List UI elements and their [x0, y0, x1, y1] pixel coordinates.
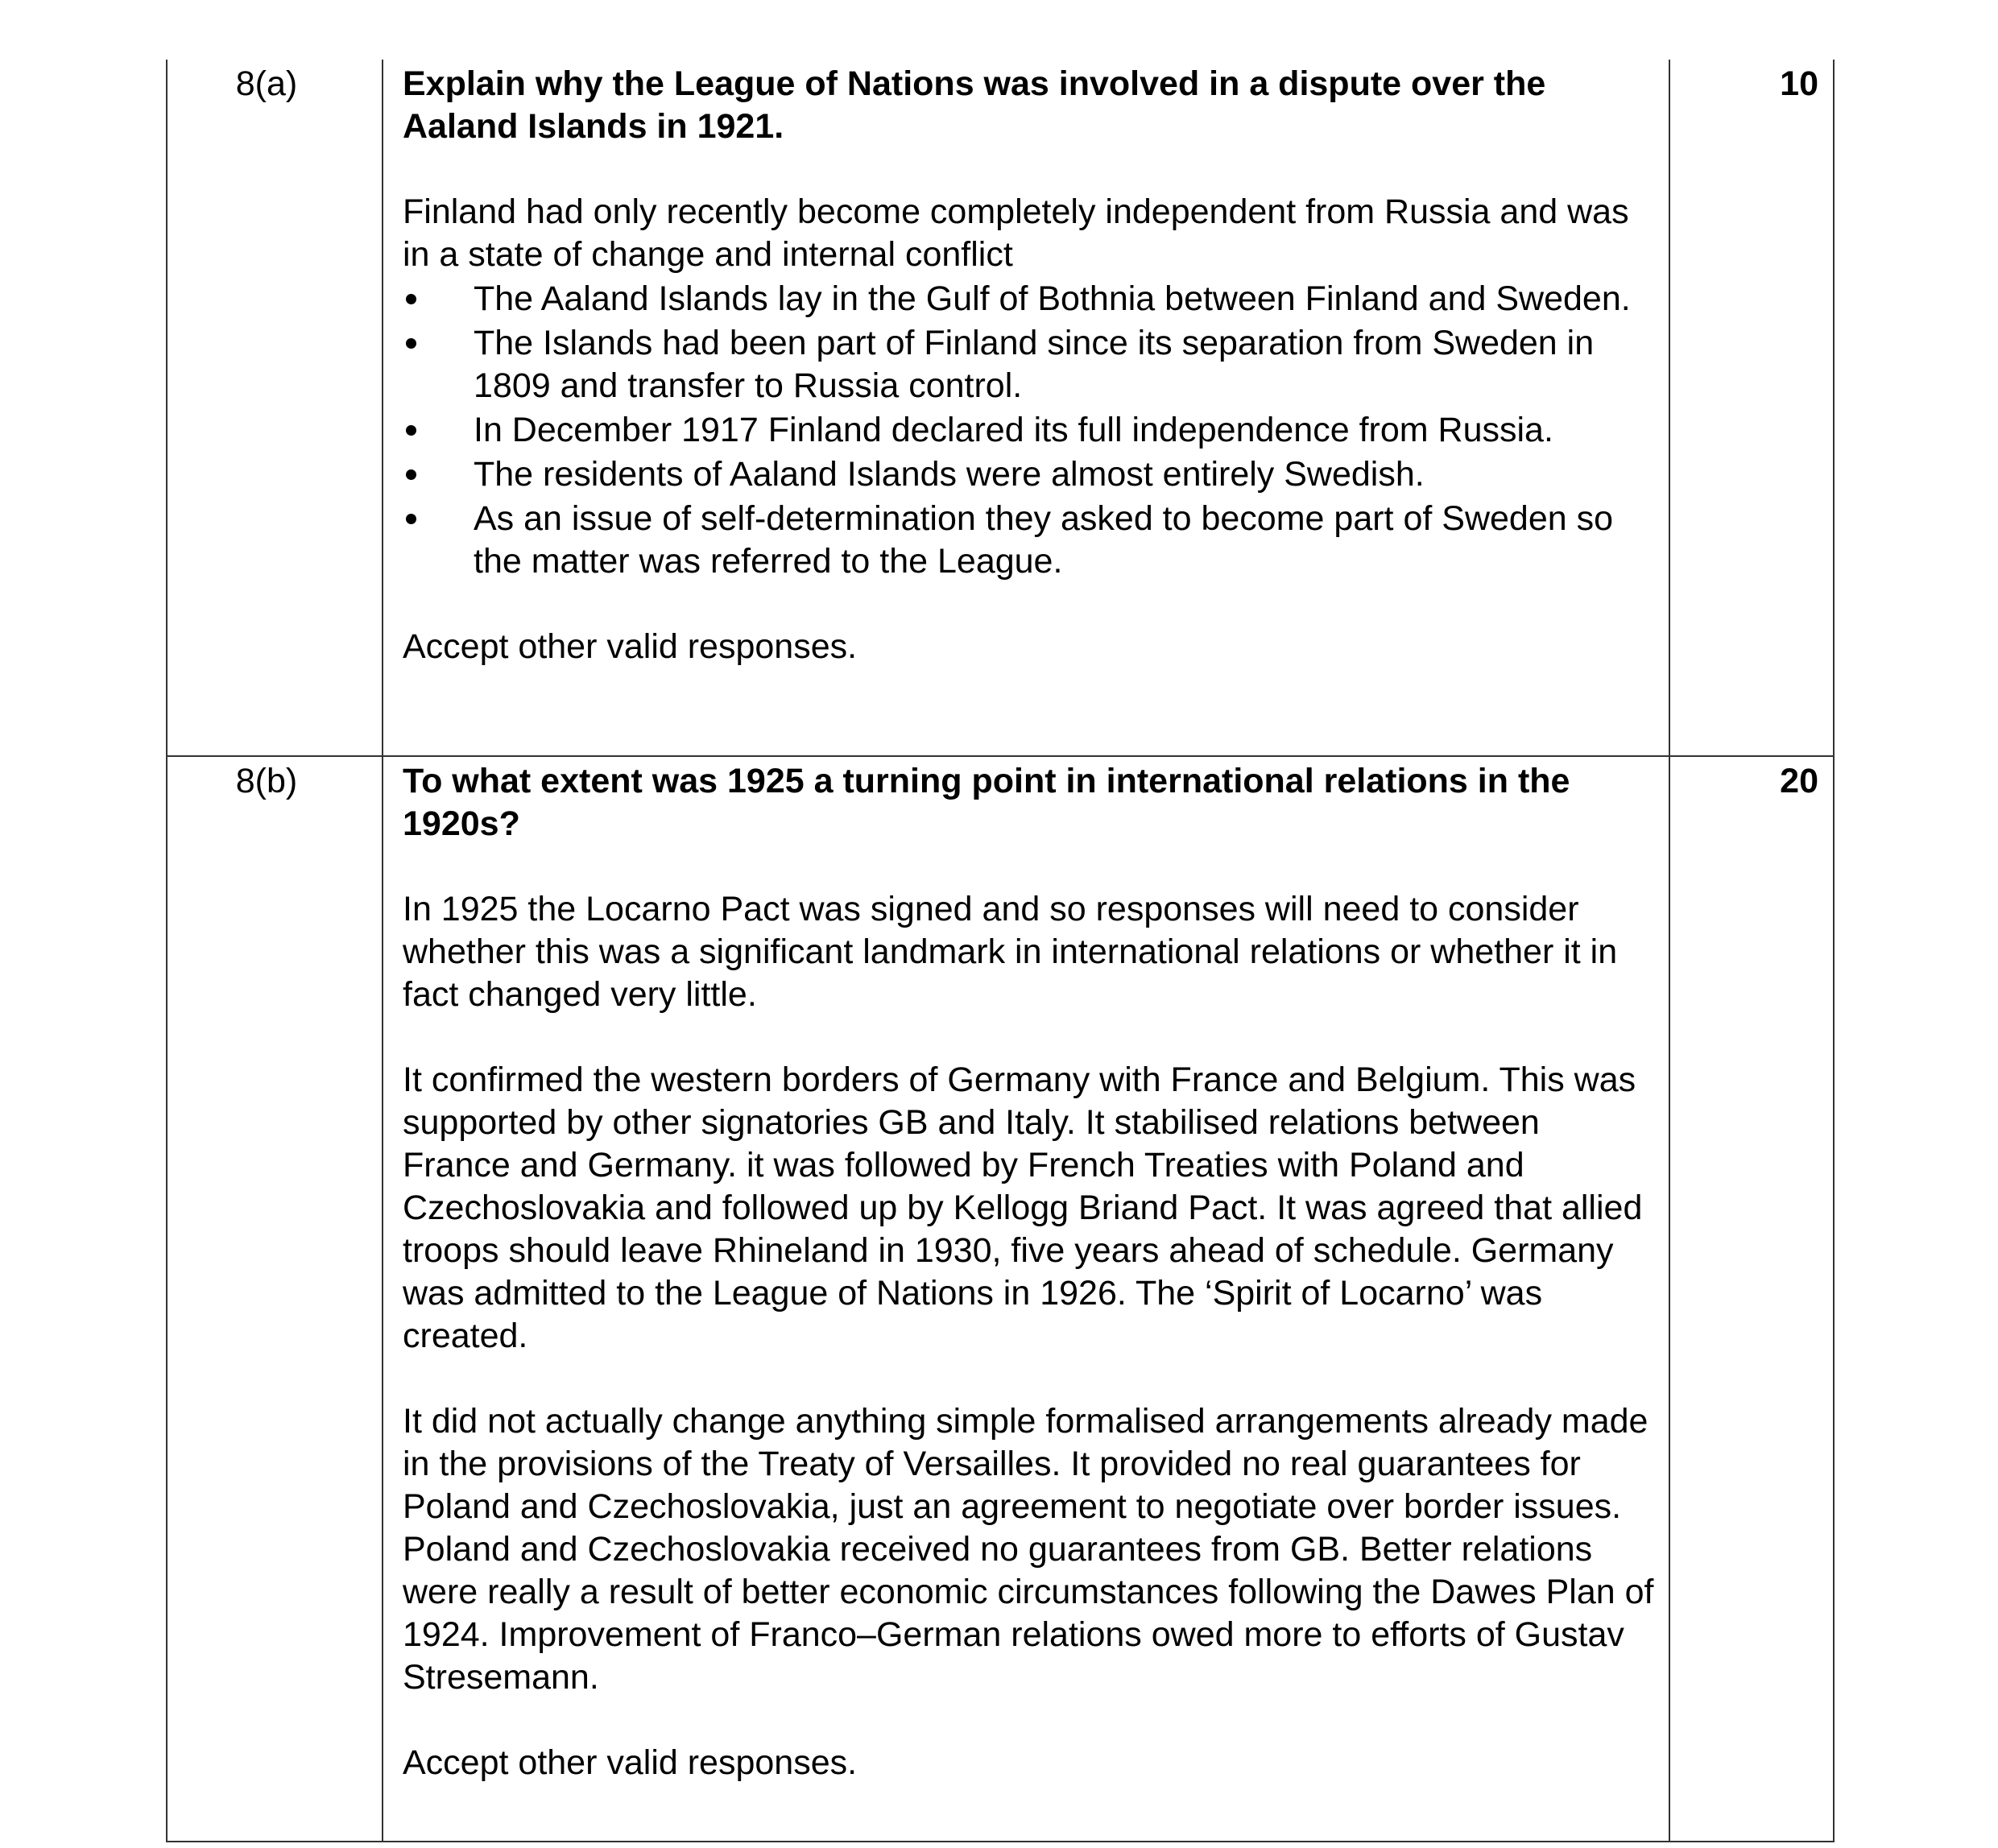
bullet-item: In December 1917 Finland declared its full independence from Russia. [403, 409, 1654, 452]
bullet-icon [406, 514, 416, 524]
answer-paragraph: It did not actually change anything simple formalised arrangements already made in the provisions of the Treaty of Versailles. It provided no real guarantees for Poland and Czechoslovakia, just an agreement to negotiate over border issues. Poland and Czechoslovakia received no guarantees from GB. Better relations were really a result of better economic circumstances following the Dawes Plan of 1924. Improvement of Franco–German relations owed more to efforts of Gustav Stresemann. [403, 1402, 1654, 1697]
bullet-icon [406, 469, 416, 480]
answer-bullet-list [403, 278, 1654, 583]
answer-closing: Accept other valid responses. [403, 627, 858, 666]
question-row-8b [166, 755, 1835, 1842]
bullet-item: The residents of Aaland Islands were almost entirely Swedish. [403, 453, 1654, 496]
question-number: 8(b) [235, 762, 298, 800]
bullet-item: As an issue of self-determination they asked to become part of Sweden so the matter was referred to the League. [403, 498, 1654, 583]
question-content [382, 757, 1670, 1841]
question-content [382, 60, 1670, 755]
answer-paragraph: In 1925 the Locarno Pact was signed and so responses will need to consider whether this was a significant landmark in international relations or whether it in fact changed very little. [403, 890, 1618, 1014]
bullet-item: The Aaland Islands lay in the Gulf of Bothnia between Finland and Sweden. [403, 278, 1654, 320]
question-number: 8(a) [235, 64, 298, 103]
answer-closing: Accept other valid responses. [403, 1743, 858, 1782]
bullet-icon [406, 425, 416, 436]
question-marks: 10 [1780, 64, 1818, 103]
answer-paragraph: It confirmed the western borders of Germany with France and Belgium. This was supported by other signatories GB and Italy. It stabilised relations between France and Germany. it was followed by French Treaties with Poland and Czechoslovakia and followed up by Kellogg Briand Pact. It was agreed that allied troops should leave Rhineland in 1930, five years ahead of schedule. Germany was admitted to the League of Nations in 1926. The ‘Spirit of Locarno’ was created. [403, 1060, 1643, 1355]
mark-scheme-table [166, 60, 1835, 1842]
question-row-8a [166, 60, 1835, 755]
answer-intro: Finland had only recently become completely independent from Russia and was in a state of change and internal conflict [403, 192, 1629, 274]
bullet-item: The Islands had been part of Finland since its separation from Sweden in 1809 and transfer to Russia control. [403, 322, 1654, 407]
question-title: To what extent was 1925 a turning point in international relations in the 1920s? [403, 762, 1570, 843]
bullet-icon [406, 338, 416, 349]
question-title: Explain why the League of Nations was involved in a dispute over the Aaland Islands in 1921. [403, 64, 1546, 146]
question-marks: 20 [1780, 762, 1818, 800]
bullet-icon [406, 294, 416, 304]
